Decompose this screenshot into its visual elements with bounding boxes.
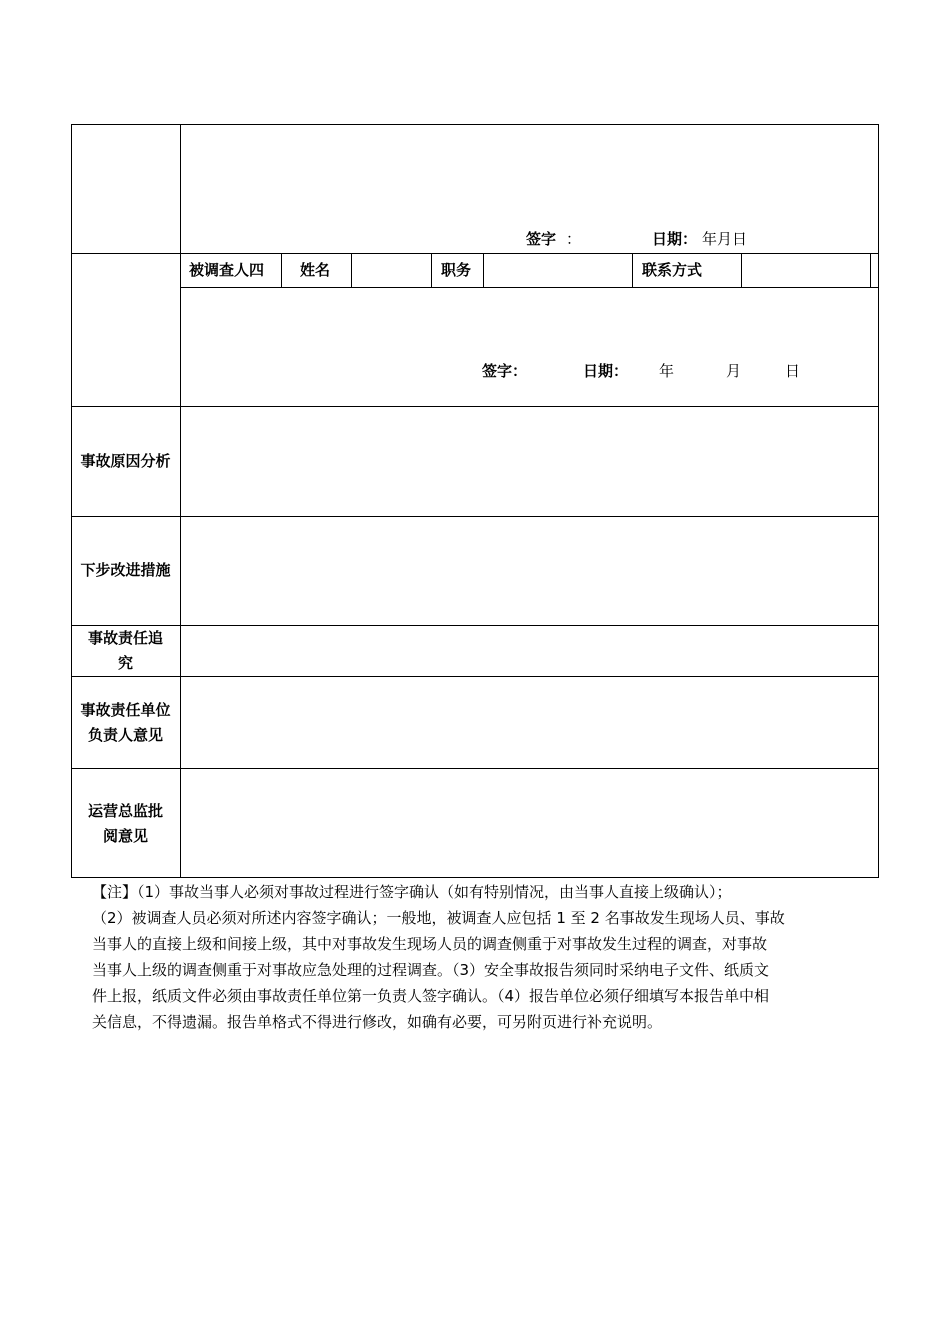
interviewee-header: 被调查人四 — [189, 261, 265, 279]
date-year: 年 — [659, 362, 675, 380]
note-line-4: 当事人上级的调查侧重于对事故应急处理的过程调查。（3）安全事故报告须同时采纳电子文件、纸质文 — [92, 961, 770, 979]
note-line-1: 【注】（1）事故当事人必须对事故过程进行签字确认（如有特别情况，由当事人直接上级确认）； — [92, 883, 732, 901]
row-divider-2 — [71, 406, 879, 407]
director-opinion-label — [71, 799, 180, 849]
section1-sign-label: 签字 — [526, 230, 557, 248]
interviewee-content-area[interactable] — [182, 289, 877, 355]
row-divider-1 — [71, 253, 879, 254]
accountability-line1: 事故责任追 — [87, 629, 163, 647]
unit-opinion-label — [71, 698, 180, 748]
accountability-field[interactable] — [182, 627, 877, 675]
name-value[interactable] — [358, 259, 424, 281]
section1-date-value: 年月日 — [702, 230, 748, 248]
interviewee-date-label: 日期： — [583, 362, 629, 380]
next-steps-label — [71, 558, 180, 583]
next-steps-text: 下步改进措施 — [80, 561, 171, 579]
interviewee-col-7 — [870, 253, 871, 287]
row-divider-4 — [71, 625, 879, 626]
section1-content-area[interactable] — [182, 126, 877, 224]
interviewee-sign-label: 签字： — [482, 362, 528, 380]
contact-value[interactable] — [748, 259, 864, 281]
section1-date-label: 日期： — [652, 230, 698, 248]
position-label: 职务 — [441, 261, 472, 279]
date-day: 日 — [785, 362, 801, 380]
unit-opinion-line1: 事故责任单位 — [80, 701, 171, 719]
accountability-line2: 究 — [117, 654, 133, 672]
interviewee-col-2 — [351, 253, 352, 287]
date-month: 月 — [726, 362, 742, 380]
name-label: 姓名 — [300, 261, 331, 279]
note-line-6: 关信息，不得遗漏。报告单格式不得进行修改，如确有必要，可另附页进行补充说明。 — [92, 1013, 663, 1031]
label-column-divider — [180, 124, 181, 878]
accountability-label — [71, 626, 180, 676]
cause-analysis-field[interactable] — [182, 408, 877, 515]
interviewee-col-6 — [741, 253, 742, 287]
note-line-3: 当事人的直接上级和间接上级，其中对事故发生现场人员的调查侧重于对事故发生过程的调查，对事故 — [92, 935, 768, 953]
row-divider-6 — [71, 768, 879, 769]
note-line-2: （2）被调查人员必须对所述内容签字确认；一般地，被调查人应包括 1 至 2 名事故发生现场人员、事故 — [92, 909, 785, 927]
contact-label: 联系方式 — [642, 261, 703, 279]
director-opinion-line2: 阅意见 — [102, 827, 148, 845]
next-steps-field[interactable] — [182, 518, 877, 624]
unit-opinion-field[interactable] — [182, 678, 877, 767]
interviewee-col-4 — [483, 253, 484, 287]
interviewee-col-1 — [281, 253, 282, 287]
position-value[interactable] — [490, 259, 626, 281]
interviewee-col-3 — [431, 253, 432, 287]
interviewee-header-bottom — [180, 287, 879, 288]
report-note — [92, 879, 862, 1035]
row-divider-5 — [71, 676, 879, 677]
cause-analysis-text: 事故原因分析 — [80, 452, 171, 470]
note-line-5: 件上报，纸质文件必须由事故责任单位第一负责人签字确认。（4）报告单位必须仔细填写本报告单中相 — [92, 987, 770, 1005]
row-divider-3 — [71, 516, 879, 517]
director-opinion-field[interactable] — [182, 770, 877, 877]
unit-opinion-line2: 负责人意见 — [87, 726, 163, 744]
director-opinion-line1: 运营总监批 — [87, 802, 163, 820]
section1-sign-colon: ： — [566, 230, 582, 248]
cause-analysis-label — [71, 449, 180, 474]
interviewee-col-5 — [632, 253, 633, 287]
